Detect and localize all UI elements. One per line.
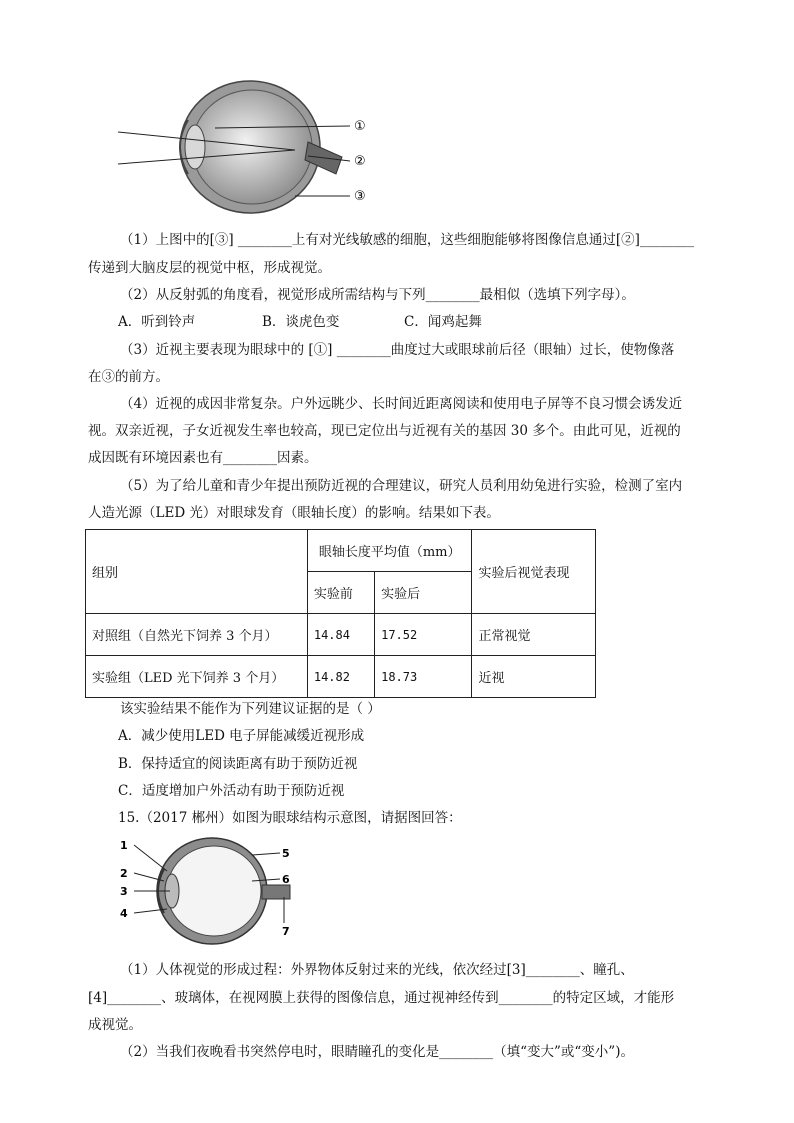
optic-nerve [262, 885, 290, 899]
label-1: 1 [120, 839, 128, 852]
cell-after: 17.52 [375, 614, 472, 656]
cell-vision: 正常视觉 [472, 614, 596, 656]
q15-part1-line1: （1）人体视觉的形成过程：外界物体反射过来的光线，依次经过[3]________、瞳孔、 [120, 962, 634, 978]
header-vision: 实验后视觉表现 [472, 530, 596, 614]
q14-option-b: B．谈虎色变 [262, 314, 340, 330]
q14-part3-line1: （3）近视主要表现为眼球中的 [①] ________曲度过大或眼球前后径（眼轴）过长，使物像落 [120, 342, 675, 358]
cell-group: 对照组（自然光下饲养 3 个月） [86, 614, 308, 656]
header-group: 组别 [86, 530, 308, 614]
q15-title: 15.（2017 郴州）如图为眼球结构示意图，请据图回答： [118, 810, 462, 826]
q14-part5-option-a: A．减少使用LED 电子屏能减缓近视形成 [118, 728, 365, 744]
q14-part5-option-c: C．适度增加户外活动有助于预防近视 [118, 783, 345, 799]
header-axis-length: 眼轴长度平均值（mm） [307, 530, 472, 572]
q14-part4-line3: 成因既有环境因素也有________因素。 [88, 450, 318, 466]
header-before: 实验前 [307, 572, 374, 614]
q14-part4-line1: （4）近视的成因非常复杂。户外远眺少、长时间近距离阅读和使用电子屏等不良习惯会诱发近 [120, 396, 683, 412]
eyeball-inner [167, 846, 261, 936]
cell-before: 14.84 [307, 614, 374, 656]
q14-part5-line2: 人造光源（LED 光）对眼球发育（眼轴长度）的影响。结果如下表。 [88, 505, 500, 521]
cell-vision: 近视 [472, 656, 596, 698]
q15-part2-line1: （2）当我们夜晚看书突然停电时，眼睛瞳孔的变化是________（填“变大”或“变小”)。 [120, 1044, 634, 1060]
q15-part1-line2: [4]________、玻璃体，在视网膜上获得的图像信息，通过视神经传到________的特定区域，才能形 [88, 990, 675, 1006]
q14-part2-line1: （2）从反射弧的角度看，视觉形成所需结构与下列________最相似（选填下列字母）。 [120, 287, 635, 303]
header-after: 实验后 [375, 572, 472, 614]
label-7: 7 [282, 925, 290, 938]
q14-part5-option-b: B．保持适宜的阅读距离有助于预防近视 [118, 756, 358, 772]
cell-before: 14.82 [307, 656, 374, 698]
lens [185, 125, 205, 169]
label-5: 5 [282, 847, 290, 860]
q14-part1-line2: 传递到大脑皮层的视觉中枢，形成视觉。 [88, 260, 331, 276]
table-row [86, 614, 596, 656]
q15-part1-line3: 成视觉。 [88, 1017, 142, 1033]
eyeball-inner [192, 90, 312, 204]
label-3: ③ [354, 189, 366, 204]
q14-part3-line2: 在③的前方。 [88, 369, 169, 385]
q14-option-a: A．听到铃声 [118, 314, 196, 330]
table-row [86, 656, 596, 698]
q14-part5-line1: （5）为了给儿童和青少年提出预防近视的合理建议，研究人员利用幼兔进行实验，检测了室内 [120, 478, 683, 494]
eye-diagram-2 [112, 833, 312, 951]
label-1: ① [354, 119, 366, 134]
cell-after: 18.73 [375, 656, 472, 698]
q14-part1-line1: （1）上图中的[③] ________上有对光线敏感的细胞，这些细胞能够将图像信息通过[②]________ [120, 232, 694, 248]
cell-group: 实验组（LED 光下饲养 3 个月） [86, 656, 308, 698]
q14-part5-question: 该实验结果不能作为下列建议证据的是（ ） [120, 701, 381, 717]
label-6: 6 [282, 873, 290, 886]
label-4: 4 [120, 907, 128, 920]
label-2: 2 [120, 867, 128, 880]
q14-option-c: C．闻鸡起舞 [404, 314, 482, 330]
eye-diagram-1 [110, 72, 390, 222]
q14-part4-line2: 视。双亲近视，子女近视发生率也较高，现已定位出与近视有关的基因 30 多个。由此可见，近视的 [88, 423, 681, 439]
label-3: 3 [120, 885, 128, 898]
experiment-table [85, 529, 596, 698]
label-2: ② [354, 154, 366, 169]
